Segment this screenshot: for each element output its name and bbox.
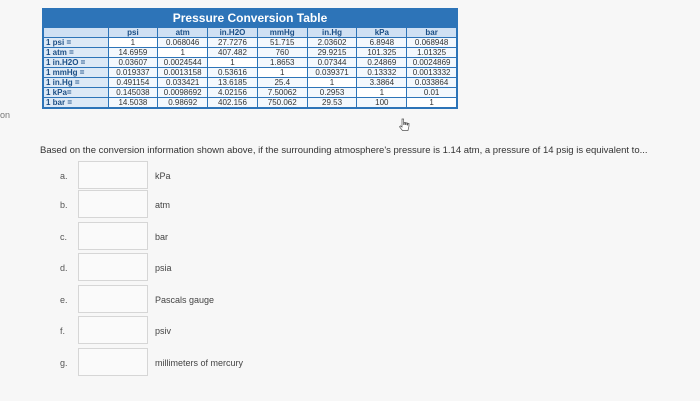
table-cell: 0.0013158 bbox=[158, 68, 208, 78]
table-cell: 0.2953 bbox=[307, 88, 357, 98]
table-cell: 1 bbox=[257, 68, 307, 78]
question-text: Based on the conversion information shown above, if the surrounding atmosphere's pressure is 1.14 atm, a pressure of 14 psig is equivalent to... bbox=[40, 145, 648, 156]
table-cell: 27.7276 bbox=[208, 38, 258, 48]
table-cell: 14.6959 bbox=[108, 48, 158, 58]
table-cell: 1 bbox=[357, 88, 407, 98]
header-cell: in.Hg bbox=[307, 28, 357, 38]
table-cell: 1 bbox=[208, 58, 258, 68]
header-cell: mmHg bbox=[257, 28, 307, 38]
table-cell: 7.50062 bbox=[257, 88, 307, 98]
table-cell: 6.8948 bbox=[357, 38, 407, 48]
conversion-table bbox=[43, 27, 457, 108]
answer-letter: d. bbox=[60, 263, 68, 273]
header-cell: psi bbox=[108, 28, 158, 38]
table-row bbox=[44, 78, 457, 88]
answer-input-e[interactable] bbox=[78, 285, 148, 313]
table-row bbox=[44, 68, 457, 78]
table-cell: 407.482 bbox=[208, 48, 258, 58]
table-cell: 0.98692 bbox=[158, 98, 208, 108]
answer-input-g[interactable] bbox=[78, 348, 148, 376]
table-cell: 29.9215 bbox=[307, 48, 357, 58]
header-cell: atm bbox=[158, 28, 208, 38]
answer-letter: f. bbox=[60, 326, 66, 336]
row-header-cell: 1 kPa= bbox=[44, 88, 109, 98]
table-cell: 3.3864 bbox=[357, 78, 407, 88]
table-row bbox=[44, 58, 457, 68]
table-cell: 14.5038 bbox=[108, 98, 158, 108]
row-header-cell: 1 in.Hg = bbox=[44, 78, 109, 88]
table-cell: 0.24869 bbox=[357, 58, 407, 68]
table-cell: 29.53 bbox=[307, 98, 357, 108]
table-cell: 1 bbox=[108, 38, 158, 48]
conversion-table-panel bbox=[42, 8, 458, 109]
table-cell: 0.01 bbox=[407, 88, 457, 98]
table-cell: 402.156 bbox=[208, 98, 258, 108]
table-cell: 1 bbox=[158, 48, 208, 58]
table-cell: 0.033421 bbox=[158, 78, 208, 88]
answer-letter: c. bbox=[60, 232, 68, 242]
answer-unit: millimeters of mercury bbox=[155, 358, 244, 368]
row-header-cell: 1 psi = bbox=[44, 38, 109, 48]
table-cell: 13.6185 bbox=[208, 78, 258, 88]
table-cell: 2.03602 bbox=[307, 38, 357, 48]
table-cell: 0.0024869 bbox=[407, 58, 457, 68]
answer-input-b[interactable] bbox=[78, 190, 148, 218]
table-cell: 0.13332 bbox=[357, 68, 407, 78]
table-cell: 0.068046 bbox=[158, 38, 208, 48]
header-cell: bar bbox=[407, 28, 457, 38]
table-cell: 1 bbox=[307, 78, 357, 88]
table-cell: 1.01325 bbox=[407, 48, 457, 58]
table-cell: 0.0024544 bbox=[158, 58, 208, 68]
table-row bbox=[44, 48, 457, 58]
row-header-cell: 1 mmHg = bbox=[44, 68, 109, 78]
table-row bbox=[44, 88, 457, 98]
table-row bbox=[44, 98, 457, 108]
row-header-cell: 1 bar = bbox=[44, 98, 109, 108]
table-cell: 0.033864 bbox=[407, 78, 457, 88]
answer-unit: psiv bbox=[155, 326, 172, 336]
table-cell: 0.145038 bbox=[108, 88, 158, 98]
table-cell: 4.02156 bbox=[208, 88, 258, 98]
table-cell: 0.039371 bbox=[307, 68, 357, 78]
table-cell: 0.0013332 bbox=[407, 68, 457, 78]
table-cell: 0.07344 bbox=[307, 58, 357, 68]
table-cell: 1 bbox=[407, 98, 457, 108]
table-cell: 0.491154 bbox=[108, 78, 158, 88]
header-cell: in.H2O bbox=[208, 28, 258, 38]
table-cell: 100 bbox=[357, 98, 407, 108]
mouse-cursor-icon bbox=[398, 118, 412, 132]
answer-input-a[interactable] bbox=[78, 161, 148, 189]
table-cell: 760 bbox=[257, 48, 307, 58]
answer-letter: a. bbox=[60, 171, 68, 181]
header-cell bbox=[44, 28, 109, 38]
answer-unit: kPa bbox=[155, 171, 171, 181]
table-cell: 101.325 bbox=[357, 48, 407, 58]
answer-letter: b. bbox=[60, 200, 68, 210]
table-cell: 1.8653 bbox=[257, 58, 307, 68]
table-cell: 0.53616 bbox=[208, 68, 258, 78]
table-cell: 0.019337 bbox=[108, 68, 158, 78]
table-cell: 25.4 bbox=[257, 78, 307, 88]
answer-input-c[interactable] bbox=[78, 222, 148, 250]
header-cell: kPa bbox=[357, 28, 407, 38]
table-title: Pressure Conversion Table bbox=[172, 11, 328, 25]
answer-unit: atm bbox=[155, 200, 171, 210]
table-cell: 51.715 bbox=[257, 38, 307, 48]
answer-letter: g. bbox=[60, 358, 68, 368]
table-cell: 750.062 bbox=[257, 98, 307, 108]
answer-unit: bar bbox=[155, 232, 169, 242]
table-row bbox=[44, 38, 457, 48]
table-cell: 0.03607 bbox=[108, 58, 158, 68]
answer-letter: e. bbox=[60, 295, 68, 305]
answer-input-f[interactable] bbox=[78, 316, 148, 344]
table-cell: 0.068948 bbox=[407, 38, 457, 48]
answer-unit: psia bbox=[155, 263, 172, 273]
table-cell: 0.0098692 bbox=[158, 88, 208, 98]
answer-unit: Pascals gauge bbox=[155, 295, 215, 305]
row-header-cell: 1 atm = bbox=[44, 48, 109, 58]
row-header-cell: 1 in.H2O = bbox=[44, 58, 109, 68]
edge-text: on bbox=[0, 110, 11, 120]
answer-input-d[interactable] bbox=[78, 253, 148, 281]
table-header-row bbox=[44, 28, 457, 38]
